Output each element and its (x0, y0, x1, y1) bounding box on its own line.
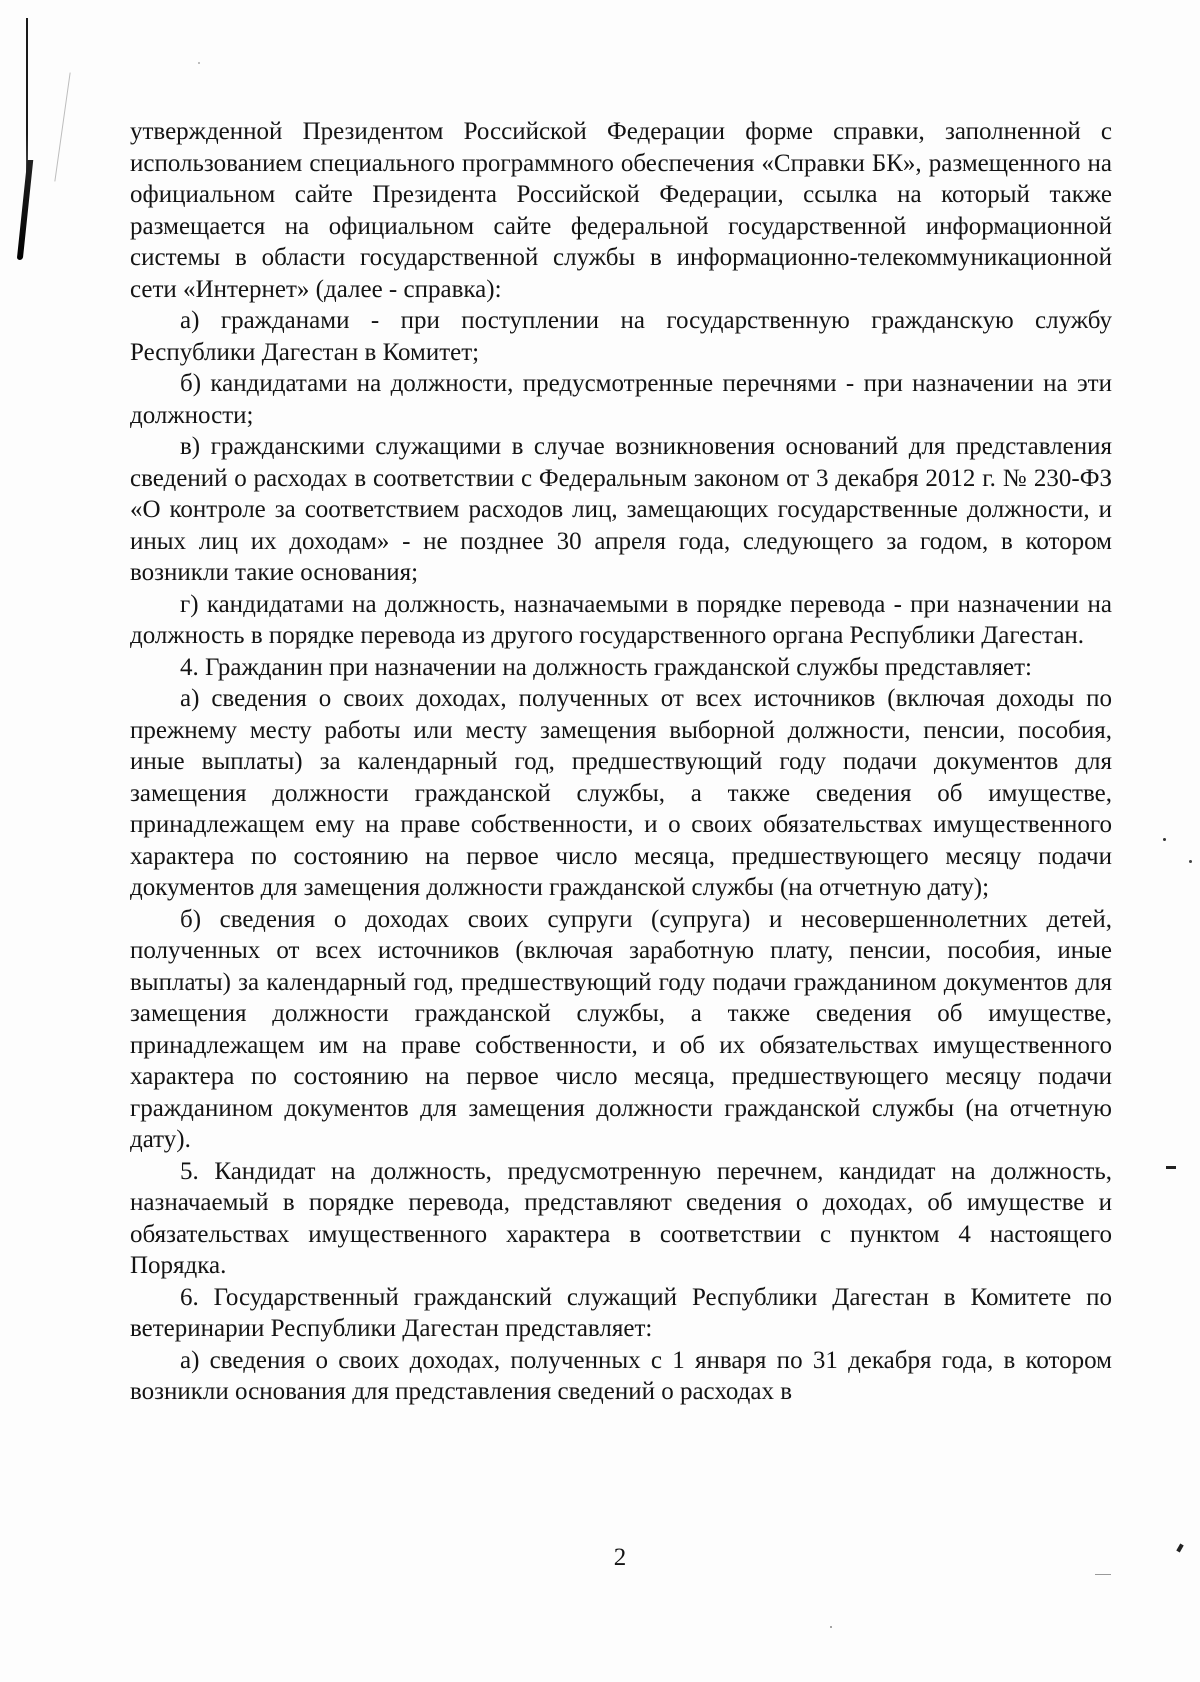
paragraph-item-g-transfer-candidates: г) кандидатами на должность, назначаемыми в порядке перевода - при назначении на должность в порядке перевода из другого государственного органа Республики Дагестан. (130, 590, 1112, 649)
paragraph-clause-6-item-a: а) сведения о своих доходах, полученных с 1 января по 31 декабря года, в котором возникли основания для представления сведений о расходах в (130, 1346, 1112, 1405)
page-number: 2 (613, 1544, 627, 1571)
paragraph-continuation: утвержденной Президентом Российской Федерации форме справки, заполненной с использованием специального программного обеспечения «Справки БК», размещенного на официальном сайте Президента Российской Федерации, ссылка на который также размещается на официальном сайте федеральной государственной информационной системы в области государственной службы в информационно-телекоммуникационной сети «Интернет» (далее - справка): (130, 118, 1112, 303)
paragraph-clause-4-item-b: б) сведения о доходах своих супруги (супруга) и несовершеннолетних детей, полученных от всех источников (включая заработную плату, пенсии, пособия, иные выплаты) за календарный год, предшествующий году подачи гражданином документов для замещения должности гражданской службы, а также сведения об имуществе, принадлежащем им на праве собственности, и об их обязательствах имущественного характера по состоянию на первое число месяца, предшествующего месяцу подачи гражданином документов для замещения должности гражданской службы (на отчетную дату). (130, 905, 1112, 1153)
paragraph-clause-5: 5. Кандидат на должность, предусмотренную перечнем, кандидат на должность, назначаемый в порядке перевода, представляют сведения о доходах, об имуществе и обязательствах имущественного характера в соответствии с пунктом 4 настоящего Порядка. (130, 1157, 1112, 1279)
scan-speck (830, 1626, 832, 1628)
scan-speck (1189, 860, 1192, 863)
scan-speck (198, 62, 200, 64)
paragraph-clause-6: 6. Государственный гражданский служащий Республики Дагестан в Комитете по ветеринарии Республики Дагестан представляет: (130, 1283, 1112, 1342)
paragraph-clause-4-item-a: а) сведения о своих доходах, полученных от всех источников (включая доходы по прежнему месту работы или месту замещения выборной должности, пенсии, пособия, иные выплаты) за календарный год, предшествующий году подачи документов для замещения должности гражданской службы, а также сведения об имуществе, принадлежащем ему на праве собственности, и о своих обязательствах имущественного характера по состоянию на первое число месяца, предшествующего месяцу подачи документов для замещения должности гражданской службы (на отчетную дату); (130, 685, 1112, 901)
scan-speck (1163, 838, 1166, 841)
scan-margin-line (26, 18, 28, 183)
paragraph-item-v-civil-servants: в) гражданскими служащими в случае возникновения оснований для представления сведений о расходах в соответствии с Федеральным законом от 3 декабря 2012 г. № 230-ФЗ «О контроле за соответствием расходов лиц, замещающих государственные должности, и иных лиц их доходам» - не позднее 30 апреля года, следующего за годом, в котором возникли такие основания; (130, 433, 1112, 586)
scan-speck (1095, 1574, 1111, 1575)
scan-margin-stroke (17, 160, 34, 260)
scan-speck (1166, 1166, 1176, 1169)
document-body (130, 116, 1112, 1408)
paragraph-clause-4: 4. Гражданин при назначении на должность гражданской службы представляет: (180, 653, 1032, 681)
paragraph-item-a-citizens: а) гражданами - при поступлении на государственную гражданскую службу Республики Дагестан в Комитет; (130, 307, 1112, 366)
scan-faint-line (54, 72, 70, 181)
paragraph-item-b-candidates: б) кандидатами на должности, предусмотренные перечнями - при назначении на эти должности; (130, 370, 1112, 429)
